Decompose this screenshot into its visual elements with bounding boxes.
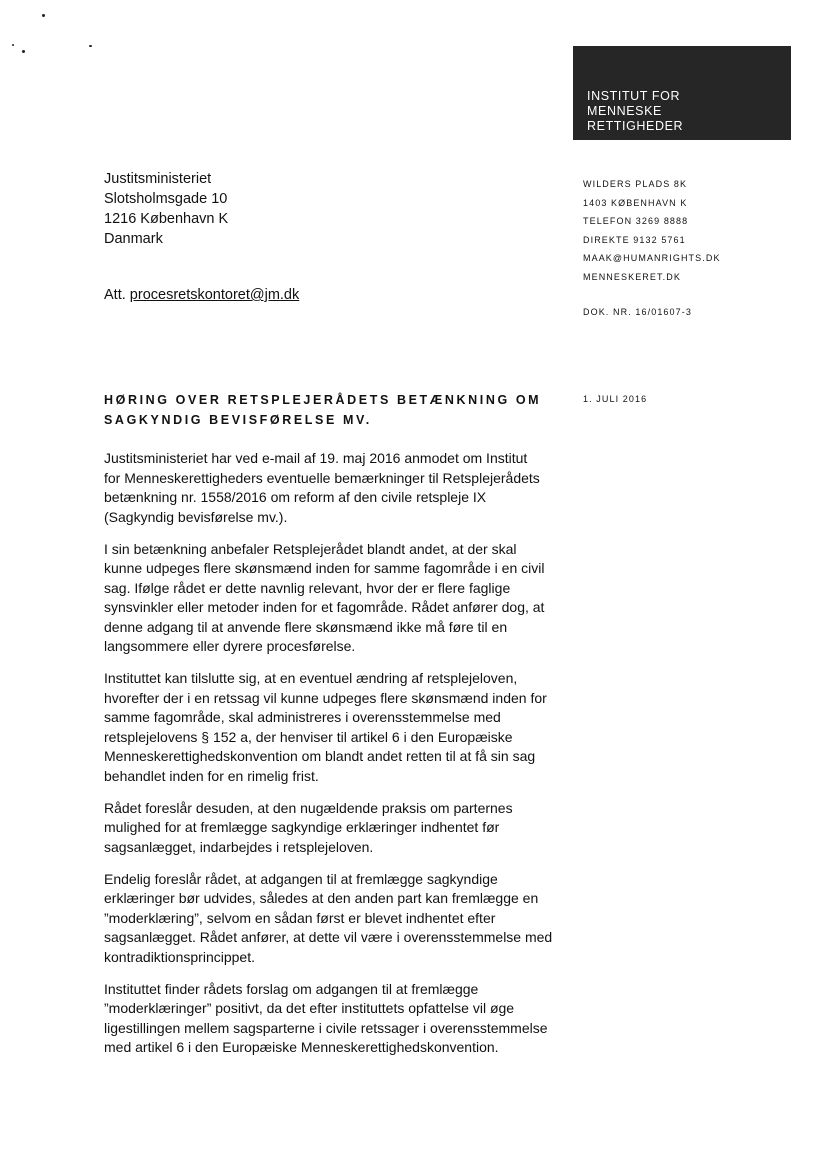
paragraph-line: retsplejelovens § 152 a, der henviser til artikel 6 i den Europæiske: [104, 728, 513, 745]
contact-email[interactable]: MAAK@HUMANRIGHTS.DK: [583, 253, 721, 263]
paragraph-line: sag. Ifølge rådet er dette navnlig relevant, hvor der er flere faglige: [104, 579, 511, 596]
paragraph-line: for Menneskerettigheders eventuelle bemærkninger til Retsplejerådets: [104, 469, 540, 486]
paragraph-line: behandlet inden for en rimelig frist.: [104, 767, 319, 784]
address-line: Justitsministeriet: [104, 171, 212, 187]
contact-line: TELEFON 3269 8888: [583, 216, 689, 226]
scan-speck: [42, 14, 45, 17]
address-line: Slotsholmsgade 10: [104, 191, 228, 207]
paragraph-line: ligestillingen mellem sagsparterne i civile retssager i overensstemmelse: [104, 1019, 548, 1036]
paragraph-line: kunne udpeges flere skønsmænd inden for samme fagområde i en civil: [104, 560, 545, 576]
body-paragraph: [104, 449, 574, 527]
logo-text: [587, 89, 683, 134]
paragraph-line: ”moderklæring”, selvom en sådan først er blevet indhentet efter: [104, 909, 496, 926]
attention-email-link[interactable]: procesretskontoret@jm.dk: [129, 287, 300, 303]
paragraph-line: Instituttet kan tilslutte sig, at en eventuel ændring af retsplejeloven,: [104, 670, 518, 686]
letter-body: [104, 449, 574, 1070]
paragraph-line: ”moderklæringer” positivt, da det efter instituttets opfattelse vil øge: [104, 1000, 515, 1016]
paragraph-line: denne adgang til at anvende flere skønsmænd ikke må føre til en: [104, 618, 508, 635]
paragraph-line: sagsanlægget. Rådet anfører, at dette vil være i overensstemmelse med: [104, 929, 553, 945]
address-line: 1216 København K: [104, 211, 229, 227]
paragraph-line: kontradiktionsprincippet.: [104, 948, 255, 965]
letter-heading: [104, 390, 574, 430]
scan-speck: [22, 50, 25, 53]
paragraph-line: Rådet foreslår desuden, at den nugældende praksis om parternes: [104, 799, 513, 816]
paragraph-line: mulighed for at fremlægge sagkyndige erklæringer indhentet før: [104, 819, 500, 835]
body-paragraph: [104, 799, 574, 858]
paragraph-line: I sin betænkning anbefaler Retsplejerådet blandt andet, at der skal: [104, 540, 517, 557]
paragraph-line: hvorefter der i en retssag vil kunne udpeges flere skønsmænd inden for: [104, 689, 547, 706]
logo-line: MENNESKE: [587, 104, 662, 118]
address-line: Danmark: [104, 231, 163, 247]
paragraph-line: synsvinkler eller metoder inden for et fagområde. Rådet anfører dog, at: [104, 599, 545, 615]
letter-date: 1. JULI 2016: [583, 394, 648, 404]
paragraph-line: (Sagkyndig bevisførelse mv.).: [104, 508, 288, 525]
document-number: DOK. NR. 16/01607-3: [583, 307, 692, 317]
paragraph-line: sagsanlægget, indarbejdes i retsplejeloven.: [104, 838, 374, 855]
attention-prefix: Att.: [104, 287, 130, 303]
paragraph-line: betænkning nr. 1558/2016 om reform af den civile retspleje IX: [104, 489, 487, 505]
paragraph-line: langsommere eller dyrere procesførelse.: [104, 638, 356, 654]
contact-line: DIREKTE 9132 5761: [583, 234, 686, 245]
paragraph-line: med artikel 6 i den Europæiske Menneskerettighedskonvention.: [104, 1039, 499, 1055]
scan-speck: [89, 45, 92, 47]
heading-line: SAGKYNDIG BEVISFØRELSE MV.: [104, 413, 372, 427]
paragraph-line: Menneskerettighedskonvention om blandt andet retten til at få sin sag: [104, 748, 536, 764]
logo-line: RETTIGHEDER: [587, 119, 684, 133]
heading-line: HØRING OVER RETSPLEJERÅDETS BETÆNKNING OM: [104, 393, 542, 407]
paragraph-line: erklæringer bør udvides, således at den anden part kan fremlægge en: [104, 890, 539, 906]
paragraph-line: Justitsministeriet har ved e-mail af 19. maj 2016 anmodet om Institut: [104, 450, 528, 466]
scan-speck: [12, 44, 14, 46]
body-paragraph: [104, 870, 574, 968]
sender-contact-block: [583, 175, 721, 286]
paragraph-line: Endelig foreslår rådet, at adgangen til at fremlægge sagkyndige: [104, 870, 498, 887]
institution-logo: [573, 46, 791, 140]
paragraph-line: Instituttet finder rådets forslag om adgangen til at fremlægge: [104, 980, 479, 997]
contact-line: WILDERS PLADS 8K: [583, 179, 688, 189]
attention-line: [104, 287, 299, 303]
contact-website[interactable]: MENNESKERET.DK: [583, 271, 681, 282]
body-paragraph: [104, 540, 574, 657]
logo-line: INSTITUT FOR: [587, 89, 681, 103]
body-paragraph: [104, 980, 574, 1058]
contact-line: 1403 KØBENHAVN K: [583, 197, 688, 208]
body-paragraph: [104, 669, 574, 786]
recipient-address: [104, 169, 228, 249]
paragraph-line: samme fagområde, skal administreres i overensstemmelse med: [104, 709, 501, 725]
